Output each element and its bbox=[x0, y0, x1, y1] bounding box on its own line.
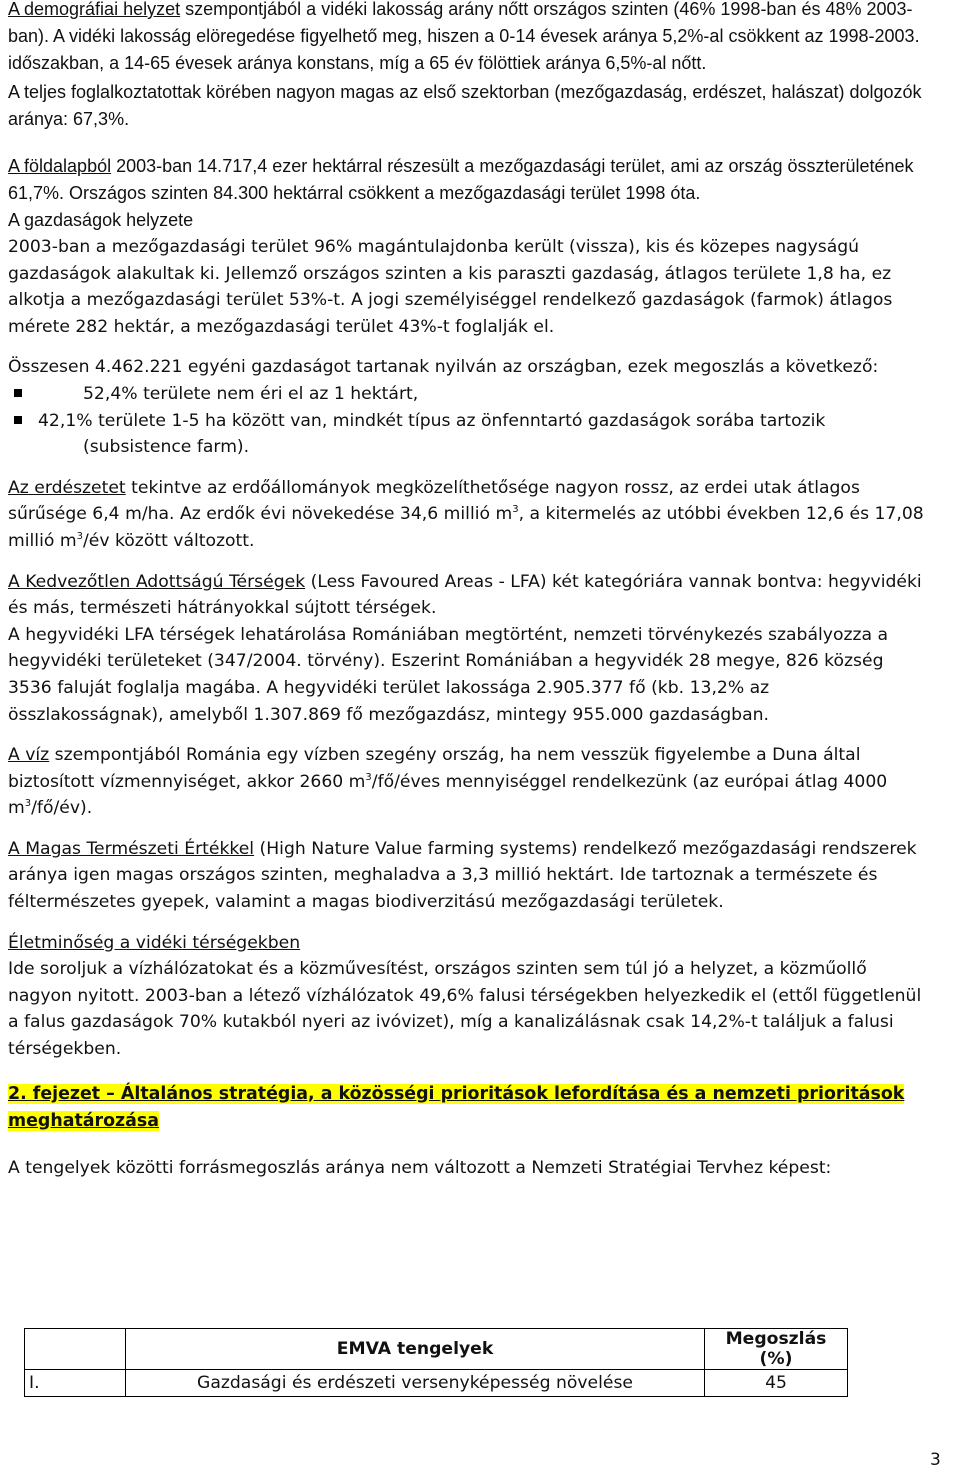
table-header-row bbox=[25, 1329, 848, 1370]
lfa-text: (Less Favoured Areas - LFA) két kategóriára vannak bontva: hegyvidéki és más, természeti hátrányokkal sújtott térségek. bbox=[8, 571, 922, 619]
superscript: 3 bbox=[365, 771, 372, 783]
forestry-text-a: tekintve az erdőállományok megközelíthetősége nagyon rossz, az erdei utak átlagos sűrűsége 6,4 m/ha. Az erdők évi növekedése 34,6 millió m bbox=[8, 477, 860, 525]
forestry-link[interactable]: Az erdészetet bbox=[8, 477, 126, 498]
forestry-text-c: /év között változott. bbox=[82, 530, 255, 551]
list-item-text: 52,4% területe nem éri el az 1 hektárt, bbox=[83, 383, 419, 404]
farm-bullet-list bbox=[8, 381, 928, 461]
lfa-mountain-paragraph: A hegyvidéki LFA térségek lehatárolása Romániában megtörtént, nemzeti törvénykezés szabályozza a hegyvidéki területeket (347/2004. törvény). Eszerint Romániában a hegyvidék 28 megye, 826 község 3536 faluját foglalja magába. A hegyvidéki terület lakossága 2.905.377 fő (kb. 13,2% az összlakosságnak), amelyből 1.307.869 fő mezőgazdász, mintegy 955.000 gazdaságban. bbox=[8, 624, 889, 725]
emva-table bbox=[24, 1328, 848, 1397]
employment-paragraph bbox=[8, 79, 928, 133]
demography-link[interactable]: A demográfiai helyzet bbox=[8, 0, 181, 19]
land-link[interactable]: A földalapból bbox=[8, 156, 112, 176]
demography-paragraph bbox=[8, 0, 928, 77]
chapter-heading bbox=[8, 1081, 928, 1135]
allocation-paragraph: A tengelyek közötti forrásmegoszlás aránya nem változott a Nemzeti Stratégiai Tervhez képest: bbox=[8, 1157, 832, 1178]
hnv-paragraph bbox=[8, 836, 928, 916]
hnv-link[interactable]: A Magas Természeti Értékkel bbox=[8, 838, 255, 859]
farms-paragraph: 2003-ban a mezőgazdasági terület 96% magántulajdonba került (vissza), kis és közepes nagyságú gazdaságok alakultak ki. Jellemző országos szinten a kis paraszti gazdaság, átlagos területe 1,8 ha, ez alkotja a mezőgazdasági terület 53%-t. A jogi személyiséggel rendelkező gazdaságok (farmok) átlagos mérete 282 hektár, a mezőgazdasági terület 43%-t foglalják el. bbox=[8, 237, 893, 337]
table-cell: Gazdasági és erdészeti versenyképesség növelése bbox=[126, 1370, 705, 1397]
forestry-paragraph bbox=[8, 475, 928, 555]
table-cell: 45 bbox=[705, 1370, 848, 1397]
land-paragraph bbox=[8, 153, 928, 207]
table-header-cell: EMVA tengelyek bbox=[126, 1329, 705, 1370]
list-item-text: 42,1% területe 1-5 ha között van, mindkét típus az önfenntartó gazdaságok sorába tartozik (subsistence farm). bbox=[38, 410, 826, 458]
table-header-cell bbox=[25, 1329, 126, 1370]
lfa-link[interactable]: A Kedvezőtlen Adottságú Térségek bbox=[8, 571, 306, 592]
water-text-c: /fő/év). bbox=[31, 798, 93, 819]
table-row bbox=[25, 1370, 848, 1397]
superscript: 3 bbox=[76, 530, 83, 542]
land-text: 2003-ban 14.717,4 ezer hektárral részesült a mezőgazdasági terület, ami az ország összterületének 61,7%. Országos szinten 84.300 hektárral csökkent a mezőgazdasági terület 1998 óta. bbox=[8, 156, 914, 203]
superscript: 3 bbox=[24, 798, 32, 810]
water-link[interactable]: A víz bbox=[8, 745, 50, 766]
hnv-text: (High Nature Value farming systems) rendelkező mezőgazdasági rendszerek aránya igen magas országos szinten, meghaladva a 3,3 millió hektárt. Ide tartoznak a természete és féltermészetes gyepek, valamint a magas biodiverzitású mezőgazdasági területek. bbox=[8, 838, 917, 913]
water-text-b: /fő/éves mennyiséggel rendelkezünk (az európai átlag 4000 m bbox=[8, 771, 888, 819]
table-header-cell: Megoszlás (%) bbox=[705, 1329, 848, 1370]
document-page bbox=[8, 0, 928, 1181]
superscript: 3 bbox=[512, 504, 519, 516]
page-number: 3 bbox=[930, 1450, 941, 1470]
list-item bbox=[8, 381, 928, 408]
list-item bbox=[8, 408, 928, 461]
farms-heading: A gazdaságok helyzete bbox=[8, 210, 194, 230]
water-paragraph bbox=[8, 742, 928, 822]
demography-text: szempontjából a vidéki lakosság arány nőtt országos szinten (46% 1998-ban és 48% 2003-ban). A vidéki lakosság elöregedése figyelhető meg, hiszen a 0-14 évesek aránya 5,2%-al csökkent az 1998-2003. időszakban, a 14-65 évesek aránya konstans, míg a 65 év fölöttiek aránya 6,5%-al nőtt. bbox=[8, 0, 920, 73]
chapter-heading-line2: meghatározása bbox=[8, 1110, 159, 1131]
bullet-square-icon bbox=[14, 389, 22, 397]
lfa-paragraph bbox=[8, 569, 928, 622]
water-text-a: szempontjából Románia egy vízben szegény ország, ha nem vesszük figyelembe a Duna által biztosított vízmennyiséget, akkor 2660 m bbox=[8, 745, 861, 792]
farm-count-paragraph: Összesen 4.462.221 egyéni gazdaságot tartanak nyilván az országban, ezek megoszlás a következő: bbox=[8, 357, 879, 378]
table-cell: I. bbox=[25, 1370, 126, 1397]
chapter-heading-line1: 2. fejezet – Általános stratégia, a közösségi prioritások lefordítása és a nemzeti prioritások bbox=[8, 1083, 905, 1104]
forestry-text-b: , a kitermelés az utóbbi években 12,6 és 17,08 millió m bbox=[8, 504, 924, 551]
quality-of-life-paragraph: Ide soroljuk a vízhálózatokat és a közművesítést, országos szinten sem túl jó a helyzet, a közműollő nagyon nyitott. 2003-ban a létező vízhálózatok 49,6% falusi térségekben helyezkedik el (ettől függetlenül a falus gazdaságok 70% kutakból nyeri az ivóvizet), míg a kanalizálásnak csak 14,2%-t találjuk a falusi térségekben. bbox=[8, 959, 922, 1060]
employment-text: A teljes foglalkoztatottak körében nagyon magas az első szektorban (mezőgazdaság, erdészet, halászat) dolgozók aránya: 67,3%. bbox=[8, 82, 922, 129]
bullet-square-icon bbox=[14, 416, 22, 424]
quality-of-life-heading[interactable]: Életminőség a vidéki térségekben bbox=[8, 932, 301, 953]
